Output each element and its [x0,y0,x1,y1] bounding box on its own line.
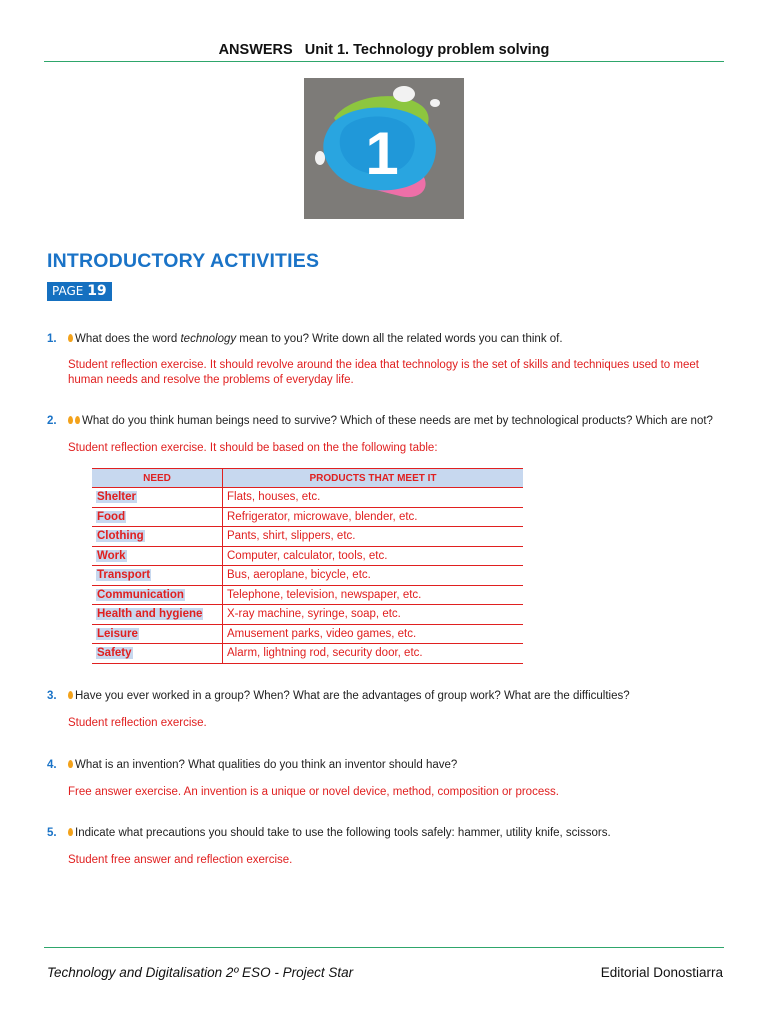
page-number: 19 [87,283,107,299]
products-cell: Telephone, television, newspaper, etc. [223,585,524,605]
table-row [92,527,523,547]
difficulty-dot-icon [68,828,73,836]
need-cell: Clothing [97,530,144,543]
question-text: What is an invention? What qualities do you think an inventor should have? [68,758,457,773]
answer-5: Student free answer and reflection exercise. [68,854,293,866]
need-cell: Shelter [97,491,136,504]
answer-2: Student reflection exercise. It should be based on the the following table: [68,442,438,454]
products-cell: Alarm, lightning rod, security door, etc. [223,644,524,664]
table-row [92,644,523,664]
table-row [92,546,523,566]
table-row [92,566,523,586]
question-number: 3. [47,690,57,702]
need-cell: Transport [97,569,151,582]
table-row [92,585,523,605]
need-cell: Work [97,549,126,562]
unit-logo-graphic [304,78,464,219]
need-cell: Communication [97,588,184,601]
products-cell: Pants, shirt, slippers, etc. [223,527,524,547]
table-row [92,488,523,508]
unit-number: 1 [365,120,399,187]
products-cell: Computer, calculator, tools, etc. [223,546,524,566]
answer-4: Free answer exercise. An invention is a unique or novel device, method, composition or process. [68,786,559,798]
footer-divider [44,947,724,948]
table-row [92,624,523,644]
header-divider [44,61,724,62]
need-cell: Food [97,510,126,523]
question-number: 5. [47,827,57,839]
answer-3: Student reflection exercise. [68,717,207,729]
products-cell: Bus, aeroplane, bicycle, etc. [223,566,524,586]
question-text: What do you think human beings need to survive? Which of these needs are met by technological products? Which are not? [68,414,713,429]
question-number: 2. [47,415,57,427]
table-row [92,605,523,625]
products-cell: X-ray machine, syringe, soap, etc. [223,605,524,625]
header-title: ANSWERS Unit 1. Technology problem solving [218,42,550,58]
footer-book-title: Technology and Digitalisation 2º ESO - Project Star [47,965,354,980]
products-cell: Refrigerator, microwave, blender, etc. [223,507,524,527]
page-badge [47,282,112,301]
answer-1: Student reflection exercise. It should revolve around the idea that technology is the set of skills and techniques used to meet human needs and resolve the problems of everyday life. [68,359,699,386]
needs-table [92,468,523,664]
question-text: Have you ever worked in a group? When? What are the advantages of group work? What are the difficulties? [68,689,630,704]
table-header-row [92,469,523,488]
need-cell: Health and hygiene [97,608,203,621]
products-cell: Amusement parks, video games, etc. [223,624,524,644]
difficulty-dot-icon [68,691,73,699]
table-header: PRODUCTS THAT MEET IT [223,469,524,488]
question-number: 4. [47,759,57,771]
difficulty-dot-icon [68,416,73,424]
need-cell: Leisure [97,627,138,640]
need-cell: Safety [97,647,132,660]
difficulty-dot-icon [68,760,73,768]
question-number: 1. [47,333,57,345]
difficulty-dot-icon [75,416,80,424]
table-row [92,507,523,527]
question-text: Indicate what precautions you should take to use the following tools safely: hammer, utility knife, scissors. [68,826,611,841]
section-heading: INTRODUCTORY ACTIVITIES [47,250,320,272]
table-header: NEED [92,469,223,488]
difficulty-dot-icon [68,334,73,342]
products-cell: Flats, houses, etc. [223,488,524,508]
page-label: PAGE [52,284,84,298]
footer-publisher: Editorial Donostiarra [600,965,723,980]
unit-logo [304,78,464,219]
question-text: What does the word technology mean to you? Write down all the related words you can think of. [68,332,563,347]
